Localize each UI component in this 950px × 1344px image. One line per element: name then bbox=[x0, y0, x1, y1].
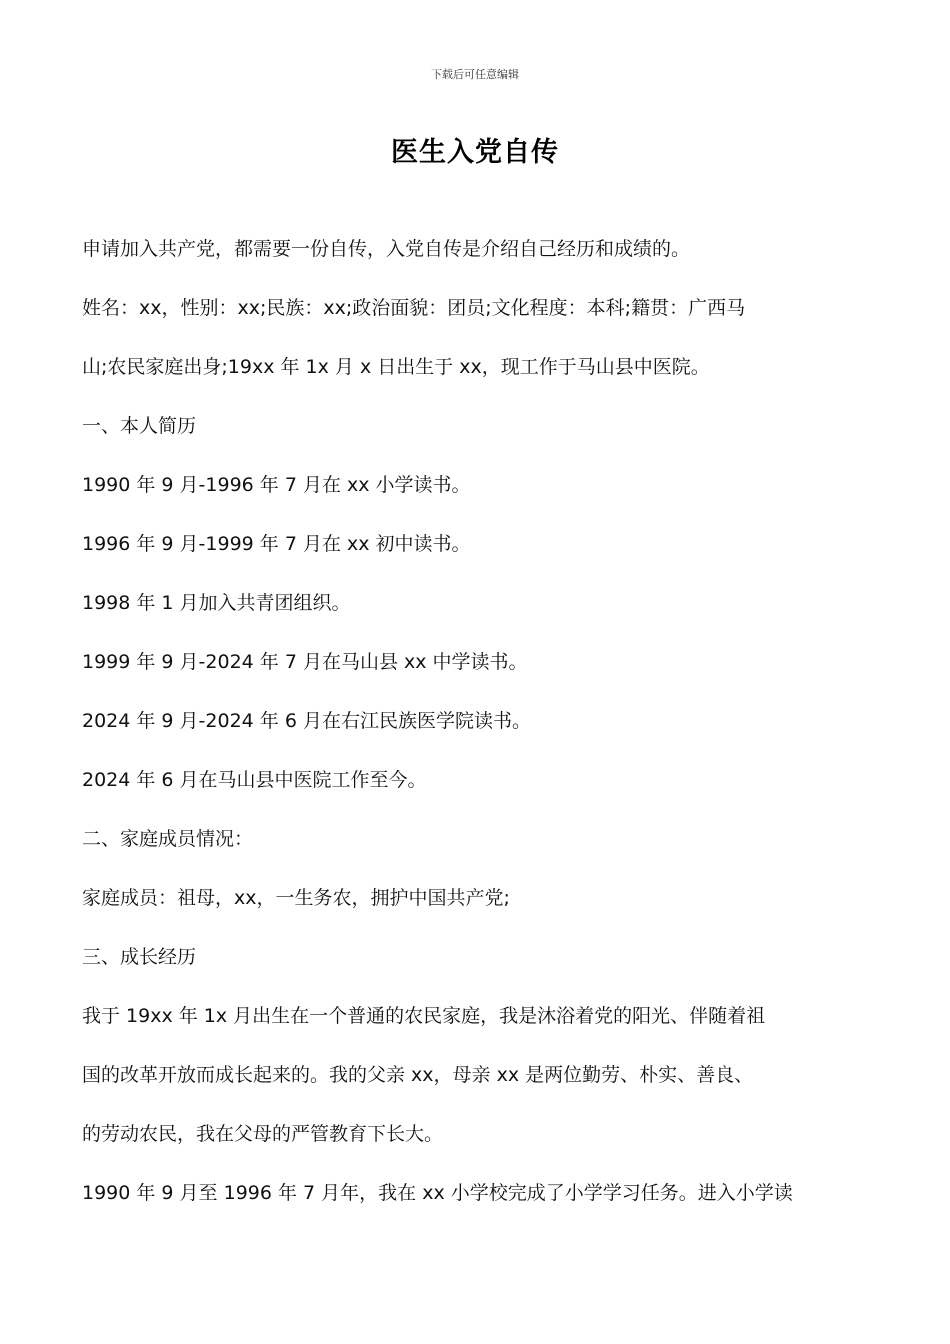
resume-item: 2024 年 6 月在马山县中医院工作至今。 bbox=[82, 769, 427, 791]
resume-item: 1999 年 9 月-2024 年 7 月在马山县 xx 中学读书。 bbox=[82, 651, 528, 673]
page-title: 医生入党自传 bbox=[391, 137, 559, 168]
header-note: 下载后可任意编辑 bbox=[431, 68, 519, 81]
growth-paragraph-line: 的劳动农民，我在父母的严管教育下长大。 bbox=[82, 1123, 444, 1145]
growth-paragraph-line: 国的改革开放而成长起来的。我的父亲 xx，母亲 xx 是两位勤劳、朴实、善良、 bbox=[82, 1064, 754, 1086]
personal-info-line-2: 山;农民家庭出身;19xx 年 1x 月 x 日出生于 xx，现工作于马山县中医院。 bbox=[82, 356, 710, 378]
document-body bbox=[82, 220, 872, 1223]
growth-paragraph-line: 我于 19xx 年 1x 月出生在一个普通的农民家庭，我是沐浴着党的阳光、伴随着祖 bbox=[82, 1005, 766, 1027]
family-member-line: 家庭成员：祖母，xx，一生务农，拥护中国共产党; bbox=[82, 887, 510, 909]
resume-item: 2024 年 9 月-2024 年 6 月在右江民族医学院读书。 bbox=[82, 710, 531, 732]
resume-item: 1990 年 9 月-1996 年 7 月在 xx 小学读书。 bbox=[82, 474, 471, 496]
personal-info-line-1: 姓名：xx，性别：xx;民族：xx;政治面貌：团员;文化程度：本科;籍贯：广西马 bbox=[82, 297, 746, 319]
resume-item: 1996 年 9 月-1999 年 7 月在 xx 初中读书。 bbox=[82, 533, 471, 555]
section-heading-growth: 三、成长经历 bbox=[82, 946, 197, 968]
growth-paragraph-line: 1990 年 9 月至 1996 年 7 月年，我在 xx 小学校完成了小学学习任务。进入小学读 bbox=[82, 1182, 793, 1204]
section-heading-family: 二、家庭成员情况： bbox=[82, 828, 254, 850]
resume-item: 1998 年 1 月加入共青团组织。 bbox=[82, 592, 351, 614]
section-heading-resume: 一、本人简历 bbox=[82, 415, 197, 437]
intro-line: 申请加入共产党，都需要一份自传，入党自传是介绍自己经历和成绩的。 bbox=[82, 238, 691, 260]
